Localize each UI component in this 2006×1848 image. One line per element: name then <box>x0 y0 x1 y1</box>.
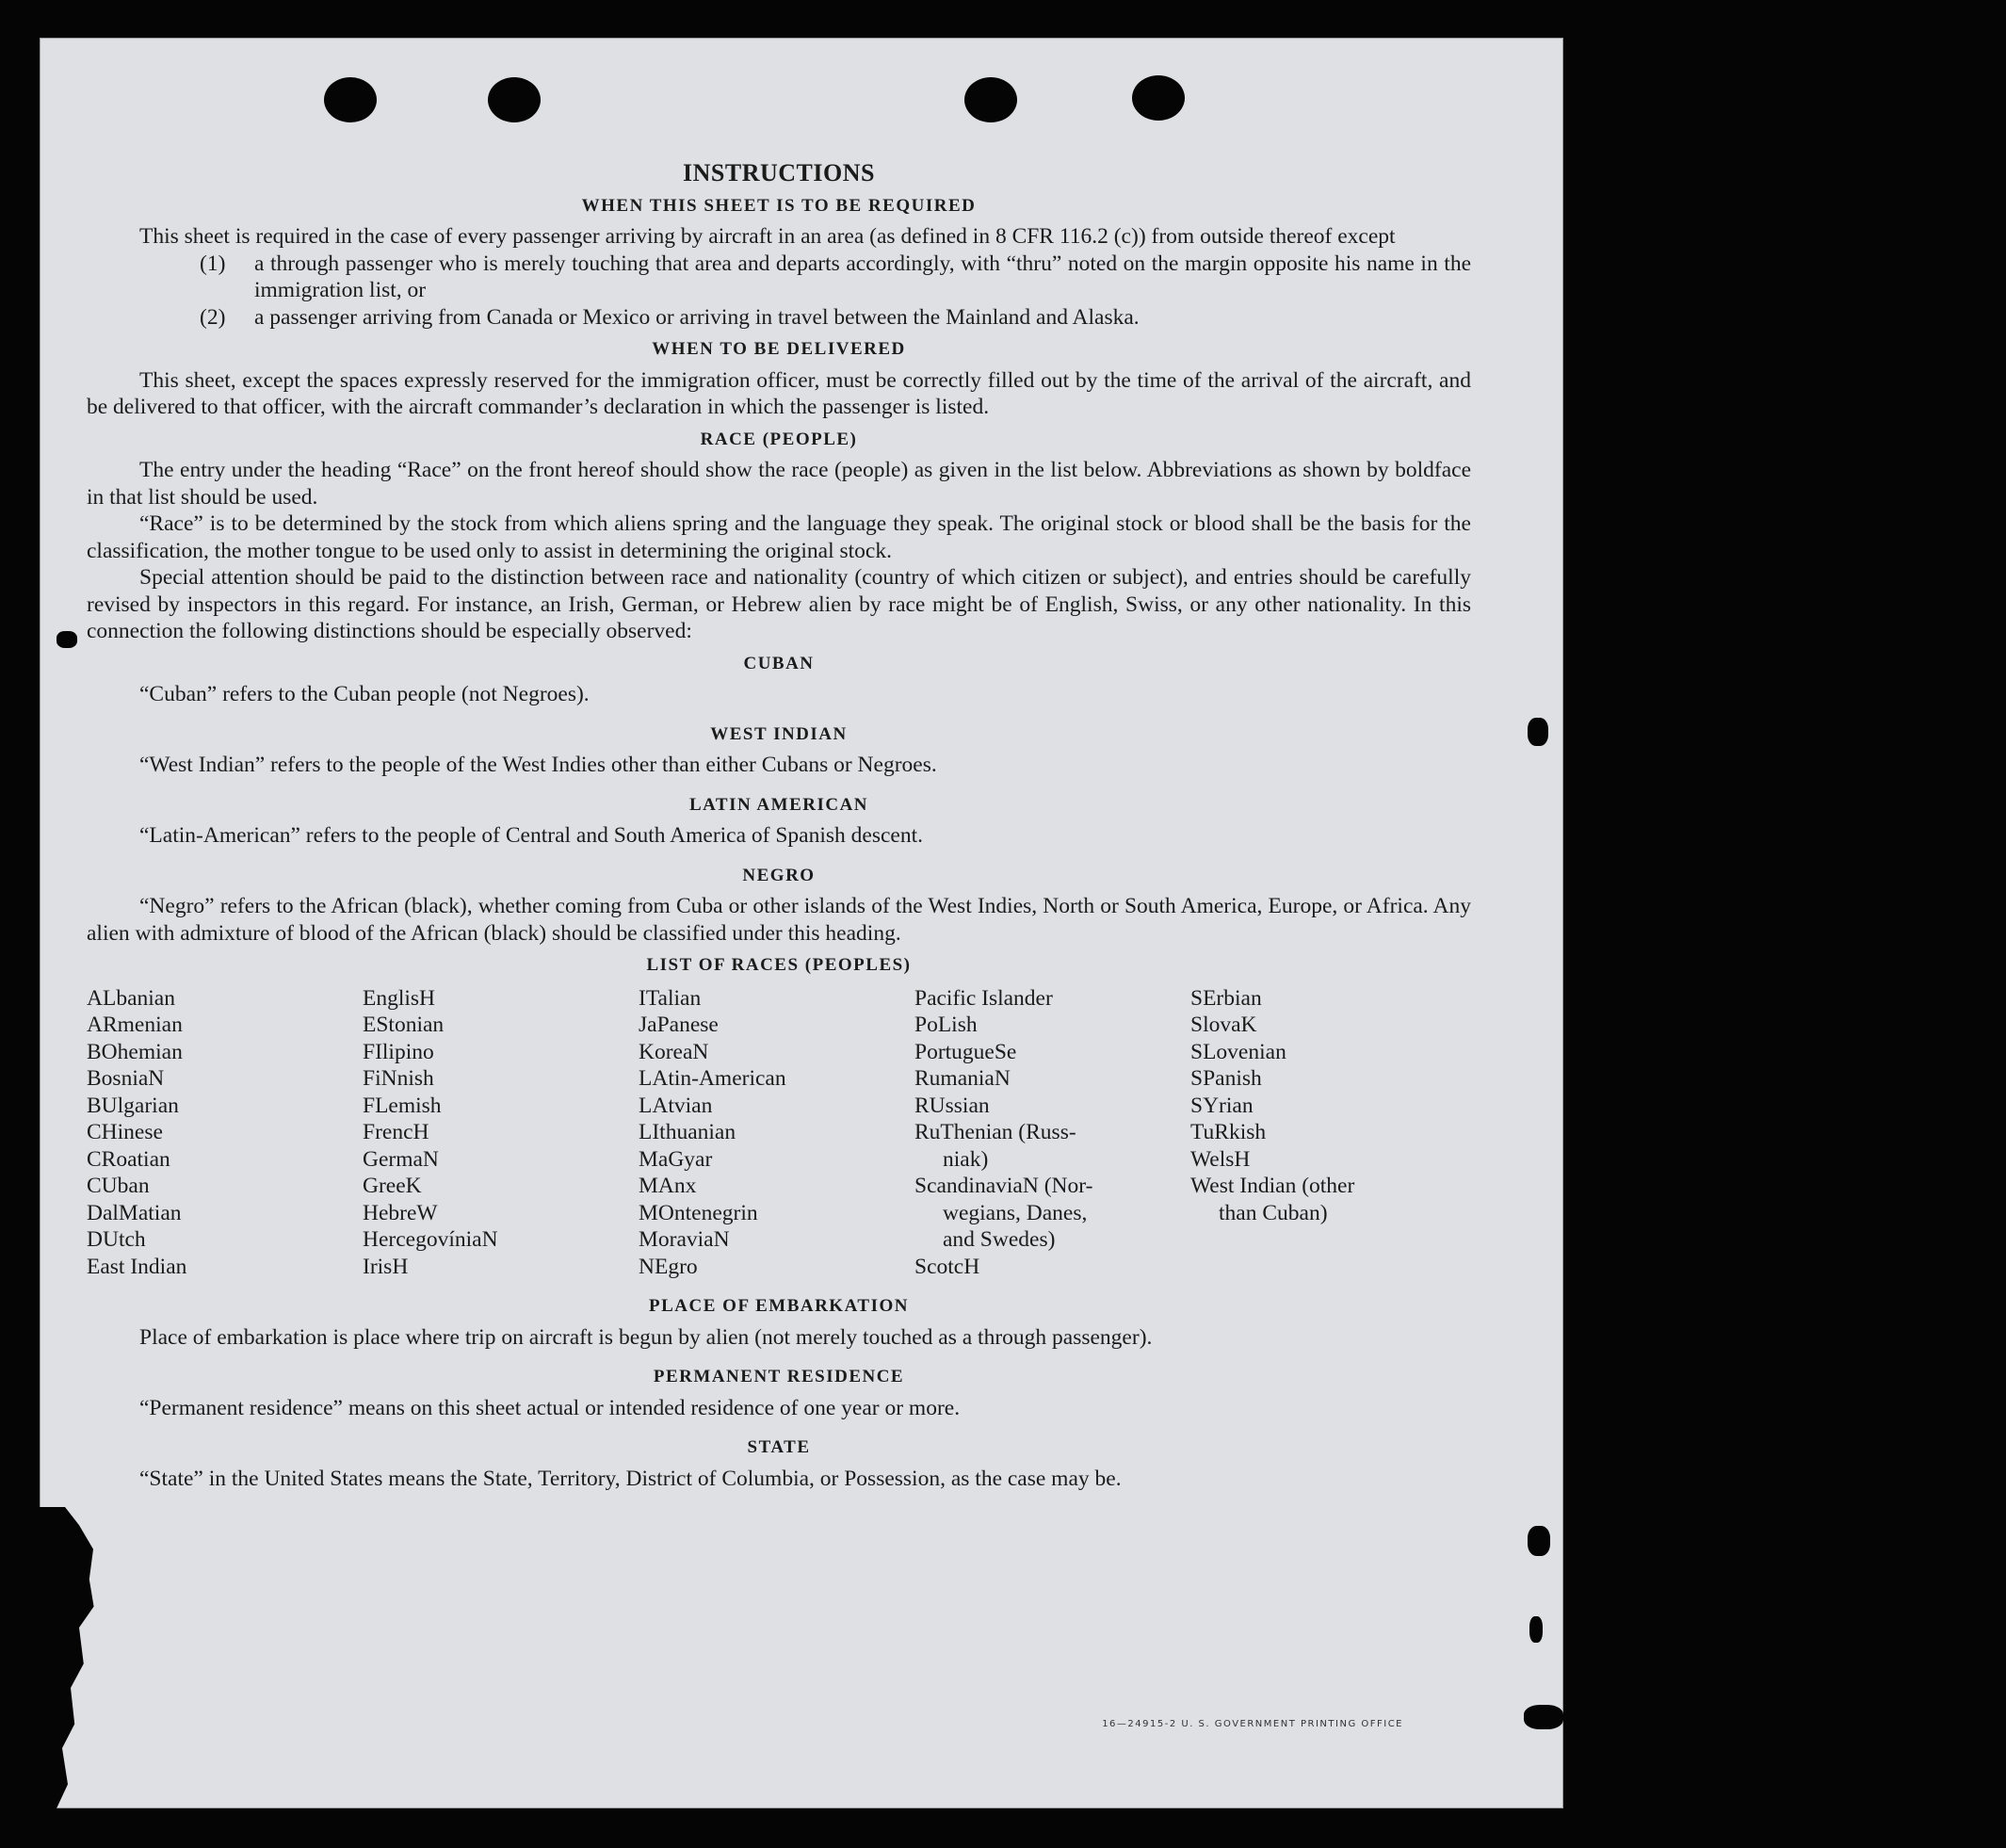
race-column <box>363 985 639 1281</box>
damage-mark <box>1528 1526 1550 1556</box>
race-entry: NEgro <box>639 1254 698 1279</box>
paragraph: “Cuban” refers to the Cuban people (not Negroes). <box>139 682 590 706</box>
race-column <box>87 985 363 1281</box>
torn-edge <box>40 1507 96 1808</box>
race-column <box>914 985 1190 1281</box>
section-heading: PLACE OF EMBARKATION <box>649 1296 909 1316</box>
section-heading: NEGRO <box>742 865 816 885</box>
race-entry: FrencH <box>363 1120 429 1144</box>
race-entry: ALbanian <box>87 985 175 1011</box>
race-entry: RuThenian (Russ- <box>914 1120 1076 1144</box>
race-entry: HebreW <box>363 1200 438 1225</box>
section-heading: CUBAN <box>743 653 815 673</box>
punch-hole <box>1132 75 1185 121</box>
page-title: INSTRUCTIONS <box>683 159 875 186</box>
paragraph: “Permanent residence” means on this sheet actual or intended residence of one year or more. <box>139 1395 961 1420</box>
paragraph: “West Indian” refers to the people of the West Indies other than either Cubans or Negroes. <box>139 753 937 777</box>
race-entry: FIlipino <box>363 1039 434 1064</box>
punch-hole <box>964 77 1017 122</box>
race-entry: SPanish <box>1190 1066 1262 1091</box>
race-entry: TuRkish <box>1190 1120 1267 1144</box>
section-heading: LIST OF RACES (PEOPLES) <box>646 955 912 975</box>
race-entry: MOntenegrin <box>639 1200 758 1225</box>
paragraph: Place of embarkation is place where trip on aircraft is begun by alien (not merely touched as a through passenger). <box>139 1324 1153 1350</box>
race-entry: DUtch <box>87 1227 146 1252</box>
race-entry: MoraviaN <box>639 1227 730 1252</box>
race-entry: wegians, Danes, <box>943 1200 1088 1225</box>
race-entry: LAtin-American <box>639 1066 786 1091</box>
race-entry: BOhemian <box>87 1039 183 1064</box>
race-entry: DalMatian <box>87 1200 182 1225</box>
race-entry: PoLish <box>914 1013 978 1037</box>
section-heading: WEST INDIAN <box>710 723 848 744</box>
race-entry: CRoatian <box>87 1146 170 1172</box>
race-entry: ScotcH <box>914 1254 980 1279</box>
race-entry: MAnx <box>639 1174 697 1198</box>
item-text: a through passenger who is merely touching that area and departs accordingly, with “thru” noted on the margin opposite his name in the immigration list, or <box>254 251 1471 302</box>
list-item <box>87 251 1471 304</box>
section-heading: WHEN TO BE DELIVERED <box>652 339 906 359</box>
race-entry: EStonian <box>363 1013 445 1037</box>
damage-mark <box>1529 1616 1543 1643</box>
race-entry: MaGyar <box>639 1146 713 1172</box>
race-entry: SlovaK <box>1190 1013 1257 1037</box>
race-entry: SLovenian <box>1190 1039 1286 1064</box>
race-entry: JaPanese <box>639 1013 719 1037</box>
race-entry: ITalian <box>639 985 702 1011</box>
race-list <box>87 985 1471 1281</box>
section-heading: RACE (PEOPLE) <box>700 429 858 449</box>
race-column <box>1190 985 1464 1281</box>
race-entry: East Indian <box>87 1254 187 1279</box>
paragraph: This sheet, except the spaces expressly reserved for the immigration officer, must be correctly filled out by the time of the arrival of the aircraft, and be delivered to that officer, with the aircraft commander’s declaration in which the passenger is listed. <box>87 367 1471 419</box>
damage-mark <box>1528 718 1548 746</box>
race-entry: PortugueSe <box>914 1039 1017 1064</box>
race-entry: IrisH <box>363 1254 409 1279</box>
race-entry: ScandinaviaN (Nor- <box>914 1174 1093 1198</box>
race-entry: RumaniaN <box>914 1066 1011 1091</box>
section-heading: LATIN AMERICAN <box>688 794 869 815</box>
race-entry: GreeK <box>363 1174 422 1198</box>
punch-hole <box>488 77 541 122</box>
race-entry: EnglisH <box>363 985 436 1011</box>
race-entry: and Swedes) <box>943 1227 1056 1252</box>
section-heading: STATE <box>747 1437 811 1457</box>
paragraph: “State” in the United States means the State, Territory, District of Columbia, or Possession, as the case may be. <box>139 1466 1122 1491</box>
damage-mark <box>1524 1705 1563 1729</box>
race-column <box>639 985 914 1281</box>
race-entry: SErbian <box>1190 985 1262 1011</box>
paragraph: “Negro” refers to the African (black), whether coming from Cuba or other islands of the West Indies, North or South America, Europe, or Africa. Any alien with admixture of blood of the African (black) should be classified under this heading. <box>87 894 1471 946</box>
race-entry: Pacific Islander <box>914 985 1053 1011</box>
race-entry: LAtvian <box>639 1093 713 1118</box>
section-heading: WHEN THIS SHEET IS TO BE REQUIRED <box>581 195 977 216</box>
race-entry: CUban <box>87 1174 150 1198</box>
item-text: a passenger arriving from Canada or Mexico or arriving in travel between the Mainland and Alaska. <box>254 304 1140 330</box>
race-entry: GermaN <box>363 1146 439 1172</box>
list-item <box>87 304 1471 332</box>
race-entry: RUssian <box>914 1093 990 1118</box>
item-number: (2) <box>200 304 226 330</box>
race-entry: HercegovíniaN <box>363 1227 498 1252</box>
race-entry: BosniaN <box>87 1066 165 1091</box>
paragraph: “Race” is to be determined by the stock from which aliens spring and the language they speak. The original stock or blood shall be the basis for the classification, the mother tongue to be used only to assist in determining the original stock. <box>87 511 1471 563</box>
paragraph: The entry under the heading “Race” on the front hereof should show the race (people) as given in the list below. Abbreviations as shown by boldface in that list should be used. <box>87 458 1471 510</box>
race-entry: BUlgarian <box>87 1093 179 1118</box>
race-entry: KoreaN <box>639 1039 709 1064</box>
race-entry: niak) <box>943 1146 989 1172</box>
punch-hole <box>324 77 377 122</box>
race-entry: ARmenian <box>87 1013 183 1037</box>
race-entry: CHinese <box>87 1120 163 1144</box>
race-entry: FLemish <box>363 1093 442 1118</box>
race-entry: FiNnish <box>363 1066 434 1091</box>
race-entry: West Indian (other <box>1190 1174 1355 1198</box>
section-heading: PERMANENT RESIDENCE <box>653 1367 905 1386</box>
paragraph: Special attention should be paid to the distinction between race and nationality (country of which citizen or subject), and entries should be carefully revised by inspectors in this regard. For instance, an Irish, German, or Hebrew alien by race might be of English, Swiss, or any other nationality. In this connection the following distinctions should be especially observed: <box>87 565 1471 643</box>
item-number: (1) <box>200 251 226 276</box>
damage-mark <box>57 631 77 648</box>
race-entry: WelsH <box>1190 1146 1251 1172</box>
document-page <box>40 38 1563 1808</box>
instructions-text <box>87 160 1471 1492</box>
paragraph: This sheet is required in the case of every passenger arriving by aircraft in an area (as defined in 8 CFR 116.2 (c)) from outside thereof except <box>139 224 1396 249</box>
race-entry: LIthuanian <box>639 1120 736 1144</box>
paragraph: “Latin-American” refers to the people of Central and South America of Spanish descent. <box>139 823 924 848</box>
race-entry: than Cuban) <box>1219 1200 1328 1225</box>
printer-imprint: 16—24915-2 U. S. GOVERNMENT PRINTING OFFICE <box>1102 1719 1403 1729</box>
race-entry: SYrian <box>1190 1093 1254 1118</box>
